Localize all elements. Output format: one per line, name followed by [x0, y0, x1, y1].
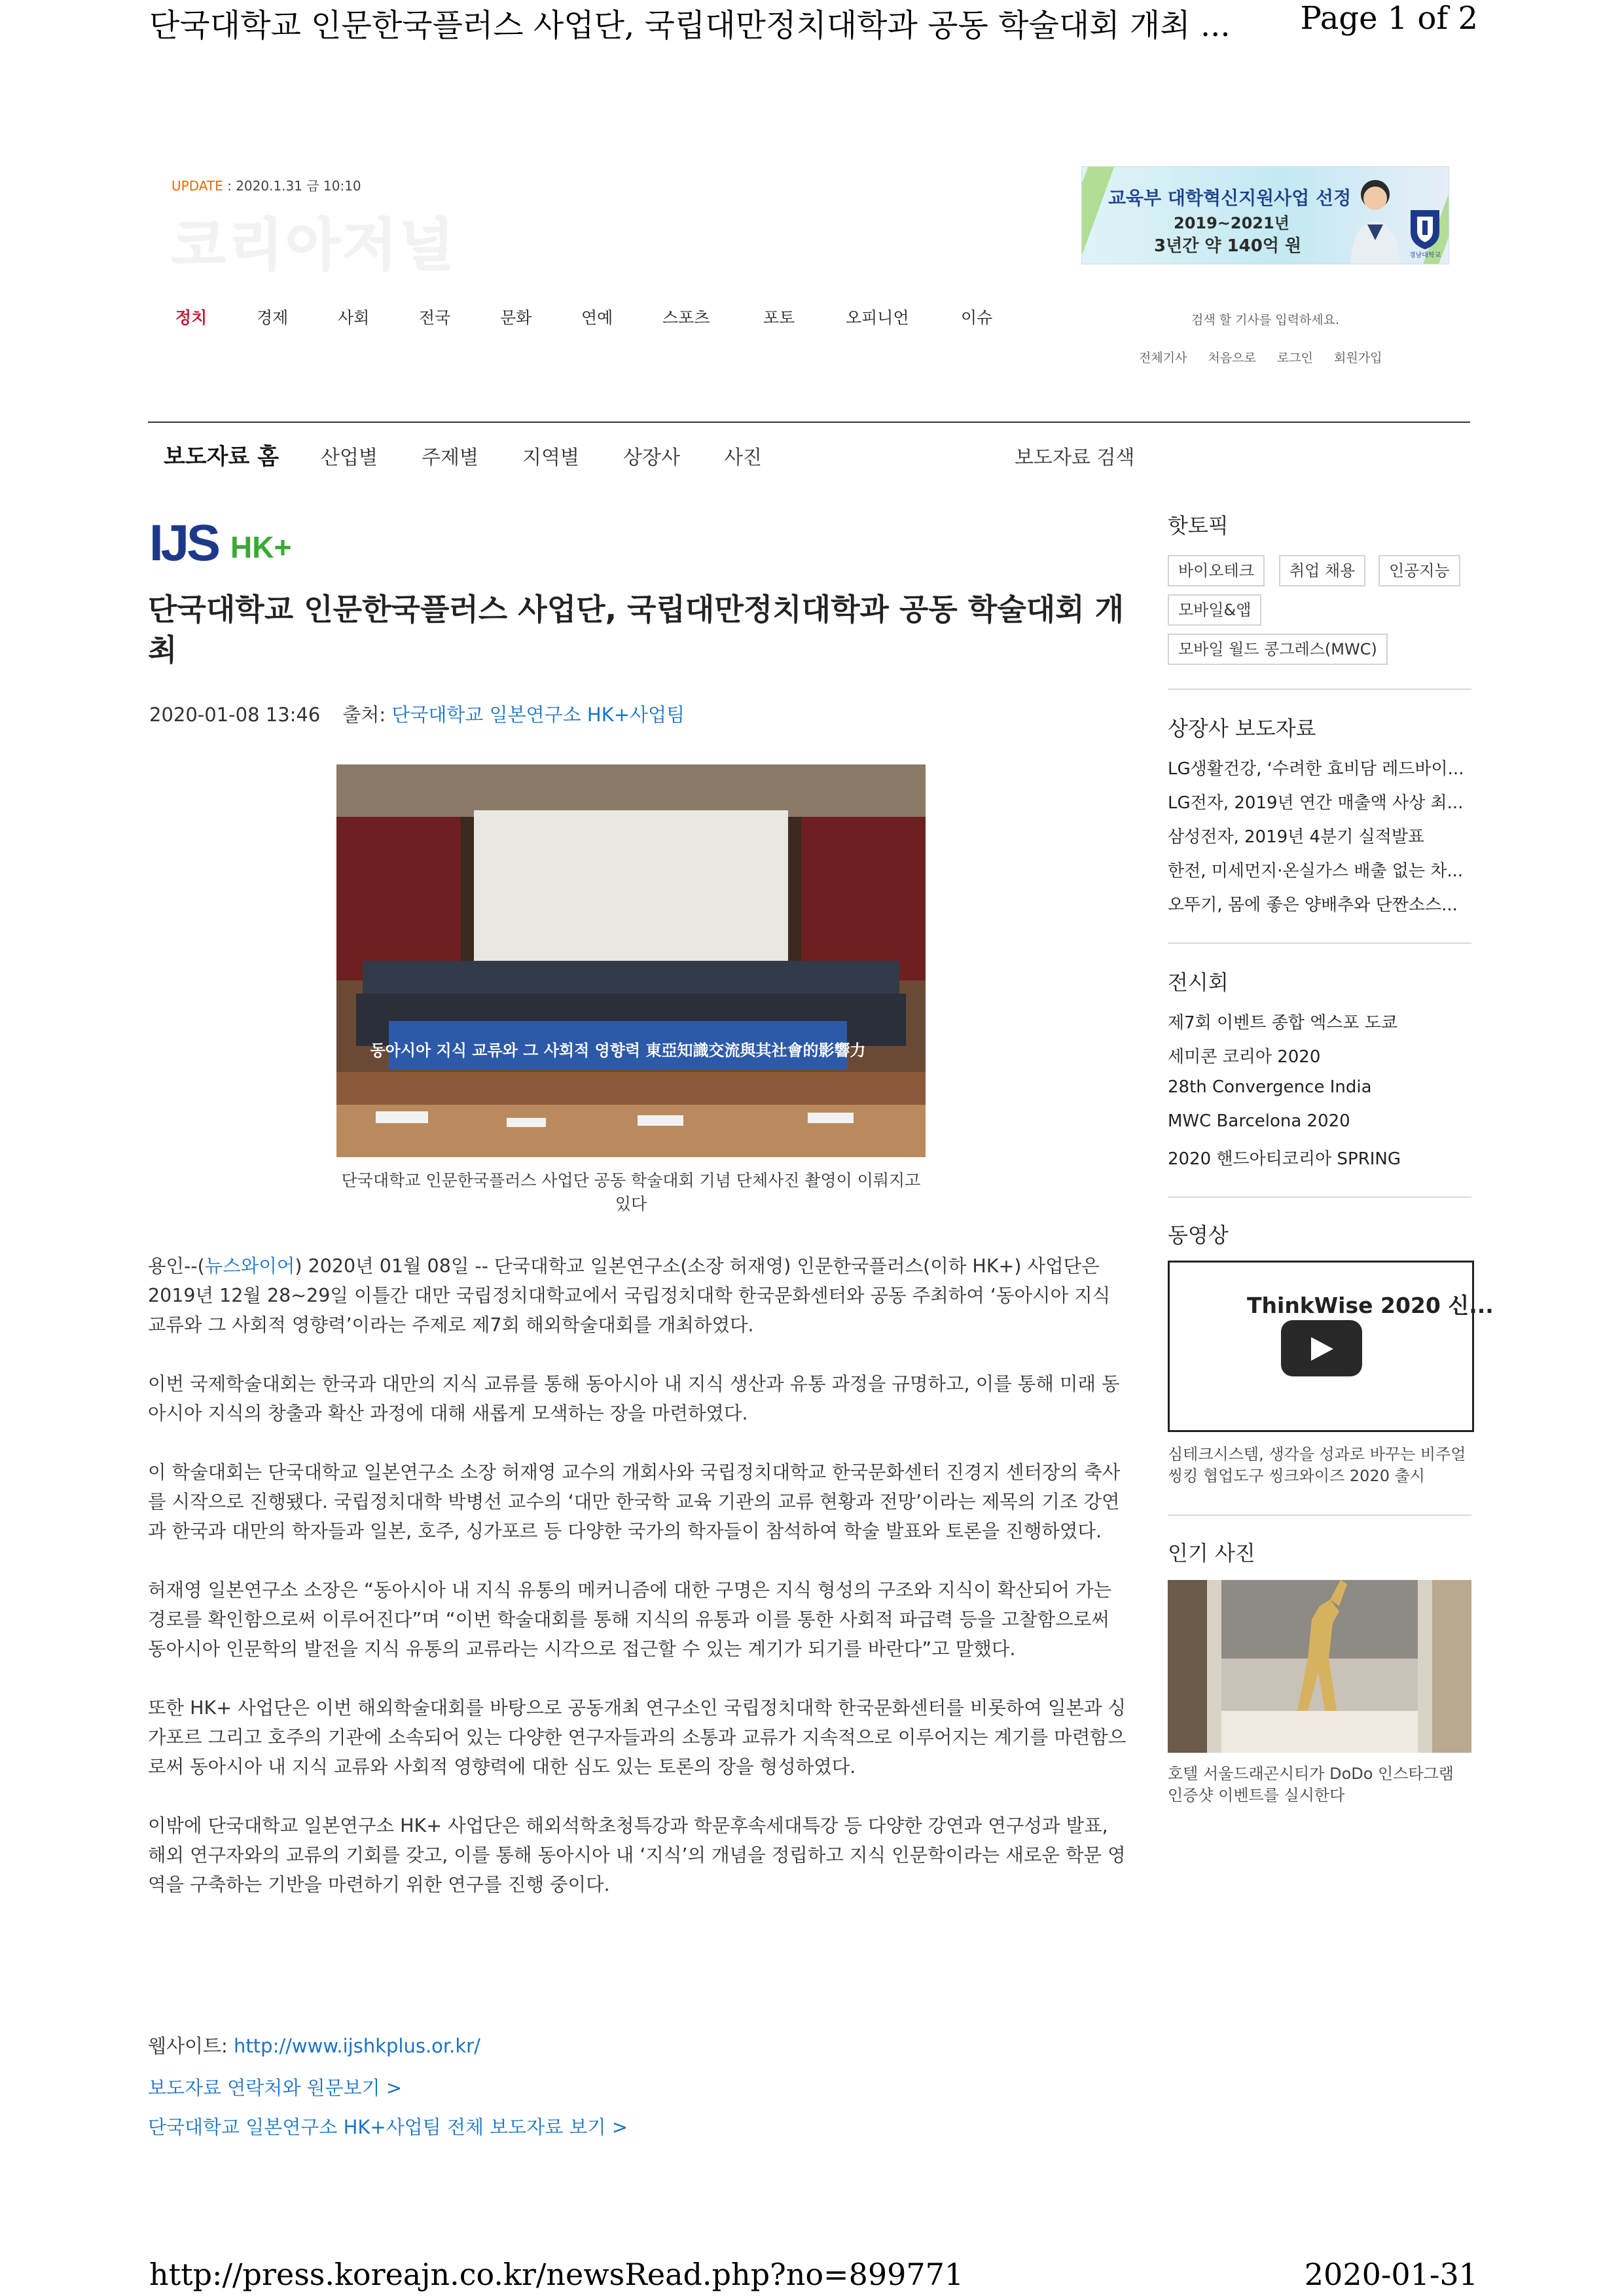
hot-topic-tag[interactable]: 모바일 월드 콩그레스(MWC) [1168, 634, 1388, 665]
popular-photo-title: 인기 사진 [1168, 1541, 1255, 1566]
ijs-hk-logo [149, 517, 300, 569]
video-caption[interactable]: 심테크시스템, 생각을 성과로 바꾸는 비주얼씽킹 협업도구 씽크와이즈 2020 출시 [1168, 1445, 1466, 1485]
sidebar-video-caption [1168, 1444, 1471, 1490]
masthead [171, 175, 538, 278]
hot-topic-tag[interactable]: 인공지능 [1379, 555, 1460, 586]
banner-period: 2019~2021년 [1174, 214, 1289, 232]
lead-text: ) 2020년 01월 08일 -- 단국대학교 일본연구소(소장 허재영) 인문한국플러스(이하 HK+) 사업단은 2019년 12월 28~29일 이틀간 대만 국립정치대학교에서 국립정치대학 한국문화센터와 공동 주최하여 ‘동아시아 지식 교류와 그 사회적 영향력’이라는 주제로 제7회 해외학술대회를 개최하였다. [148, 1255, 1111, 1336]
search-input[interactable]: 검색 할 기사를 입력하세요. [1191, 313, 1340, 327]
sidebar-divider [1168, 689, 1471, 690]
website-link[interactable]: http://www.ijshkplus.or.kr/ [234, 2035, 480, 2057]
exhibition-item[interactable]: 제7회 이벤트 종합 엑스포 도쿄 [1168, 1013, 1397, 1033]
sidebar-video [1168, 1261, 1494, 1432]
sidebar-popular-caption [1168, 1763, 1471, 1809]
article-paragraph: 또한 HK+ 사업단은 이번 해외학술대회를 바탕으로 공동개최 연구소인 국립정치대학 한국문화센터를 비롯하여 일본과 싱가포르 그리고 호주의 기관에 소속되어 있는 다양한 연구자들과의 소통과 교류가 지속적으로 이루어지는 계기를 마련함으로써 동아시아 내 지식 교류와 사회적 영향력에 대한 심도 있는 토론의 장을 형성하였다. [148, 1697, 1126, 1778]
hot-topics-title: 핫토픽 [1168, 513, 1229, 538]
article-paragraph: 이 학술대회는 단국대학교 일본연구소 소장 허재영 교수의 개회사와 국립정치대학교 한국문화센터 진경지 센터장의 축사를 시작으로 진행됐다. 국립정치대학 박병선 교수의 ‘대만 한국학 교육 기관의 교류 현황과 전망’이라는 제목의 기조 강연과 한국과 대만의 학자들과 일본, 호주, 싱가포르 등 다양한 국가의 학자들이 참석하여 학술 발표와 토론을 진행하였다. [148, 1462, 1121, 1542]
article-body [148, 1251, 1130, 1929]
exhibition-item[interactable]: 28th Convergence India [1168, 1077, 1372, 1097]
util-link-login[interactable]: 로그인 [1276, 351, 1313, 365]
hot-topic-tag[interactable]: 모바일&앱 [1168, 594, 1261, 626]
header-divider [148, 422, 1470, 423]
subnav-topic[interactable]: 주제별 [422, 446, 478, 469]
util-link-home[interactable]: 처음으로 [1208, 351, 1256, 365]
subnav-listed[interactable]: 상장사 [623, 446, 680, 469]
update-timestamp [171, 175, 538, 194]
all-releases-link[interactable]: 단국대학교 일본연구소 HK+사업팀 전체 보도자료 보기 > [148, 2116, 628, 2138]
ijs-logo-suffix: HK+ [230, 530, 292, 564]
ad-banner[interactable] [1081, 166, 1449, 264]
print-page-url: http://press.koreajn.co.kr/newsRead.php?no=899771 [149, 2257, 964, 2292]
article-source-label: 출처: [342, 704, 386, 726]
listed-release-item[interactable]: 삼성전자, 2019년 4분기 실적발표 [1168, 827, 1425, 847]
popular-photo-caption[interactable]: 호텔 서울드래곤시티가 DoDo 인스타그램 인증샷 이벤트를 실시한다 [1168, 1765, 1454, 1804]
play-button-icon[interactable] [1281, 1320, 1362, 1376]
article-paragraph: 허재영 일본연구소 소장은 “동아시아 내 지식 유통의 메커니즘에 대한 구명은 지식 형성의 구조와 지식이 확산되어 가는 경로를 확인함으로써 이루어진다”며 “이번 학술대회를 통해 지식의 유통과 이를 통한 사회적 파급력 등을 고찰함으로써 동아시아 인문학의 발전을 지식 유통의 교류라는 시각으로 접근할 수 있는 계기가 되기를 바란다”고 말했다. [148, 1579, 1112, 1660]
sidebar-popular-heading [1168, 1537, 1471, 1570]
util-link-all-articles[interactable]: 전체기사 [1139, 351, 1187, 365]
exhibition-item[interactable]: 2020 핸드아티코리아 SPRING [1168, 1149, 1401, 1169]
listed-release-item[interactable]: LG생활건강, ‘수려한 효비담 레드바이... [1168, 759, 1464, 779]
subnav-region[interactable]: 지역별 [522, 446, 579, 469]
student-illustration [1344, 172, 1403, 264]
nav-item-society[interactable]: 사회 [338, 308, 370, 327]
video-player[interactable] [1168, 1261, 1494, 1432]
hot-topic-tag[interactable]: 취업 채용 [1279, 555, 1365, 586]
banner-university-name: 경남대학교 [1409, 252, 1441, 259]
article-paragraph: 이밖에 단국대학교 일본연구소 HK+ 사업단은 해외석학초청특강과 학문후속세대특강 등 다양한 강연과 연구성과 발표, 해외 연구자와의 교류의 기회를 갖고, 이를 통해 동아시아 내 ‘지식’의 개념을 정립하고 지식 인문학이라는 새로운 학문 영역을 구축하는 기반을 마련하기 위한 연구를 진행 중이다. [148, 1815, 1126, 1895]
print-footer [149, 2257, 1478, 2296]
nav-item-opinion[interactable]: 오피니언 [846, 308, 909, 327]
update-label: UPDATE [171, 178, 223, 194]
nav-item-issue[interactable]: 이슈 [961, 308, 993, 327]
nav-item-culture[interactable]: 문화 [500, 308, 532, 327]
video-title: 동영상 [1168, 1223, 1229, 1247]
article-photo [336, 764, 926, 1157]
subnav-home[interactable]: 보도자료 홈 [164, 444, 279, 470]
utility-links [1139, 348, 1399, 366]
nav-item-sports[interactable]: 스포츠 [662, 308, 710, 327]
subnav-photo[interactable]: 사진 [724, 446, 762, 469]
sidebar-divider [1168, 1515, 1471, 1516]
sidebar-listed-releases [1168, 712, 1471, 922]
util-link-signup[interactable]: 회원가입 [1334, 351, 1382, 365]
exhibition-item[interactable]: MWC Barcelona 2020 [1168, 1111, 1350, 1131]
sidebar-popular-photo [1168, 1580, 1471, 1753]
nav-item-economy[interactable]: 경제 [257, 308, 289, 327]
article-source-link[interactable]: 단국대학교 일본연구소 HK+사업팀 [391, 704, 685, 726]
sidebar-hot-topics [1168, 509, 1471, 666]
video-label: ThinkWise 2020 신... [1247, 1293, 1494, 1318]
popular-photo-image [1168, 1580, 1471, 1753]
nav-item-national[interactable]: 전국 [419, 308, 451, 327]
article-meta [149, 700, 685, 727]
listed-release-item[interactable]: 한전, 미세먼지·온실가스 배출 없는 차... [1168, 861, 1464, 881]
exhibitions-title: 전시회 [1168, 970, 1229, 995]
sidebar-exhibitions [1168, 966, 1471, 1175]
university-seal-icon [1405, 206, 1445, 259]
banner-amount: 3년간 약 140억 원 [1154, 236, 1302, 256]
site-logo[interactable]: 코리아저널 [171, 213, 457, 278]
group-photo-image [336, 764, 926, 1157]
print-page-number: Page 1 of 2 [1300, 0, 1478, 37]
banner-headline: 교육부 대학혁신지원사업 선정 [1108, 187, 1352, 209]
update-value: : 2020.1.31 금 10:10 [223, 178, 361, 194]
photo-caption: 단국대학교 인문한국플러스 사업단 공동 학술대회 기념 단체사진 촬영이 이뤄지고 있다 [341, 1171, 921, 1213]
sidebar-video-heading [1168, 1219, 1471, 1251]
website-line [148, 2032, 480, 2058]
ijs-logo-text: IJS [149, 517, 219, 569]
listed-release-item[interactable]: LG전자, 2019년 연간 매출액 사상 최... [1168, 793, 1464, 813]
photo-banner-text: 동아시아 지식 교류와 그 사회적 영향력 東亞知識交流與其社會的影響力 [370, 1041, 866, 1060]
article-title: 단국대학교 인문한국플러스 사업단, 국립대만정치대학과 공동 학술대회 개최 [148, 592, 1125, 668]
subnav-search[interactable]: 보도자료 검색 [1015, 446, 1135, 469]
article-lead [148, 1251, 1130, 1340]
print-page-title: 단국대학교 인문한국플러스 사업단, 국립대만정치대학과 공동 학술대회 개최 ... [149, 7, 1231, 44]
article-paragraph: 이번 국제학술대회는 한국과 대만의 지식 교류를 통해 동아시아 내 지식 생산과 유통 과정을 규명하고, 이를 통해 미래 동아시아 지식의 창출과 확산 과정에 대해 새롭게 모색하는 장을 마련하였다. [148, 1373, 1120, 1424]
nav-item-entertainment[interactable]: 연예 [581, 308, 613, 327]
listed-release-item[interactable]: 오뚜기, 몸에 좋은 양배추와 단짠소스... [1168, 895, 1458, 915]
newswire-link[interactable]: 뉴스와이어 [204, 1255, 295, 1277]
print-header [149, 0, 1478, 44]
sidebar-divider [1168, 1196, 1471, 1198]
nav-item-politics[interactable]: 정치 [175, 308, 207, 327]
hot-topic-tag[interactable]: 바이오테크 [1168, 555, 1265, 586]
website-label: 웹사이트: [148, 2035, 228, 2057]
lead-prefix: 용인--( [148, 1255, 205, 1277]
listed-releases-title: 상장사 보도자료 [1168, 716, 1316, 741]
print-page-date: 2020-01-31 [1304, 2257, 1478, 2292]
article-date: 2020-01-08 13:46 [149, 704, 321, 726]
nav-item-photo[interactable]: 포토 [763, 308, 795, 327]
subnav-industry[interactable]: 산업별 [321, 446, 378, 469]
exhibition-item[interactable]: 세미콘 코리아 2020 [1168, 1047, 1321, 1067]
sidebar-divider [1168, 942, 1471, 944]
contact-original-link[interactable]: 보도자료 연락처와 원문보기 > [148, 2077, 403, 2099]
banner-stripe-left [1081, 167, 1114, 264]
popular-photo[interactable] [1168, 1580, 1471, 1753]
